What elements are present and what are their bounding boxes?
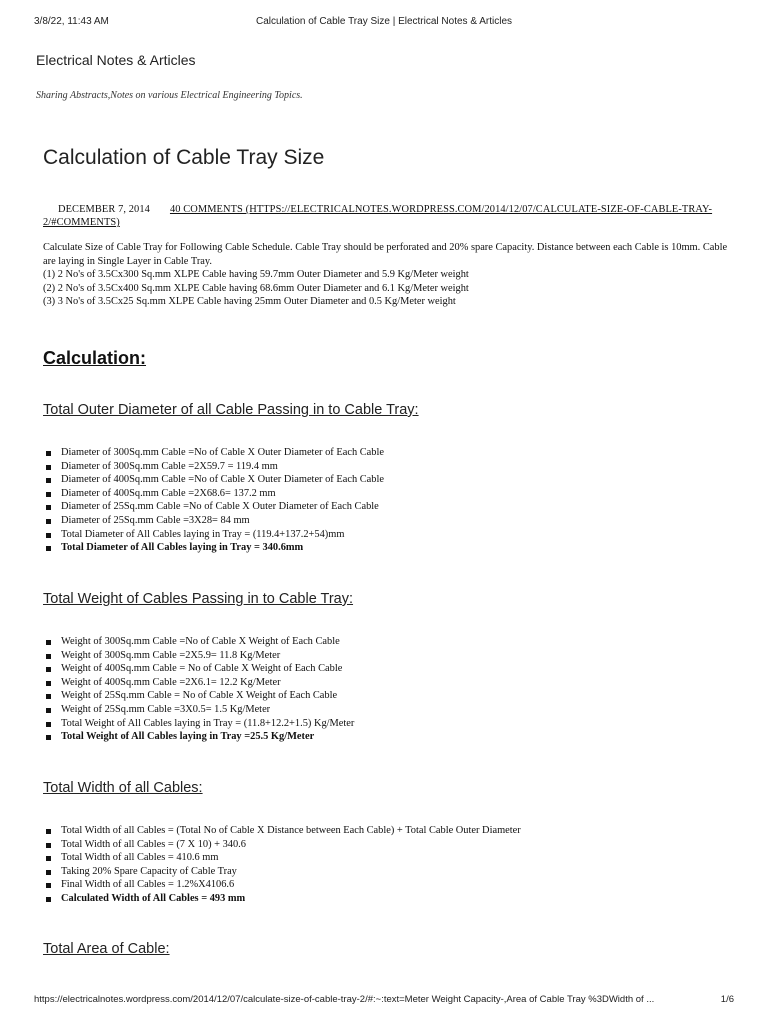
list-item-result: Total Weight of All Cables laying in Tray =25.5 Kg/Meter: [44, 730, 724, 744]
list-item: Total Width of all Cables = (Total No of Cable X Distance between Each Cable) + Total Cable Outer Diameter: [44, 824, 724, 838]
list-item: Weight of 400Sq.mm Cable =2X6.1= 12.2 Kg/Meter: [44, 676, 724, 690]
site-tagline: Sharing Abstracts,Notes on various Electrical Engineering Topics.: [36, 90, 303, 101]
calculation-heading: Calculation:: [43, 348, 147, 368]
list-item: Final Width of all Cables = 1.2%X4106.6: [44, 878, 724, 892]
list-item: Weight of 300Sq.mm Cable =No of Cable X Weight of Each Cable: [44, 635, 724, 649]
list-item: Total Width of all Cables = 410.6 mm: [44, 851, 724, 865]
list-item: Diameter of 25Sq.mm Cable =3X28= 84 mm: [44, 514, 724, 528]
weight-list: [44, 635, 724, 744]
comments-link[interactable]: 40 COMMENTS (HTTPS://ELECTRICALNOTES.WORDPRESS.COM/2014/12/07/CALCULATE-SIZE-OF-CABLE-TRAY-2/#COMMENTS): [43, 204, 713, 228]
intro-cable-item: (3) 3 No's of 3.5Cx25 Sq.mm XLPE Cable having 25mm Outer Diameter and 0.5 Kg/Meter weight: [43, 296, 456, 308]
list-item: Weight of 25Sq.mm Cable =3X0.5= 1.5 Kg/Meter: [44, 703, 724, 717]
list-item-result: Total Diameter of All Cables laying in Tray = 340.6mm: [44, 541, 724, 555]
list-item: Diameter of 400Sq.mm Cable =2X68.6= 137.2 mm: [44, 487, 724, 501]
section-heading-outer-diameter: Total Outer Diameter of all Cable Passing in to Cable Tray:: [43, 402, 419, 418]
outer-diameter-list: [44, 446, 724, 555]
list-item: Total Weight of All Cables laying in Tray = (11.8+12.2+1.5) Kg/Meter: [44, 717, 724, 731]
list-item: Total Diameter of All Cables laying in Tray = (119.4+137.2+54)mm: [44, 528, 724, 542]
site-title[interactable]: Electrical Notes & Articles: [36, 52, 196, 68]
list-item: Total Width of all Cables = (7 X 10) + 340.6: [44, 838, 724, 852]
print-url: https://electricalnotes.wordpress.com/2014/12/07/calculate-size-of-cable-tray-2/#:~:text=Meter Weight Capacity-,Area of Cable Tray %3DWidth of ...: [34, 994, 655, 1005]
list-item: Weight of 300Sq.mm Cable =2X5.9= 11.8 Kg/Meter: [44, 649, 724, 663]
intro-paragraph: Calculate Size of Cable Tray for Following Cable Schedule. Cable Tray should be perforated and 20% spare Capacity. Distance between each Cable is 10mm. Cable are laying in Single Layer in Cable Tray.: [43, 242, 728, 267]
intro-cable-item: (1) 2 No's of 3.5Cx300 Sq.mm XLPE Cable having 59.7mm Outer Diameter and 5.9 Kg/Meter weight: [43, 269, 469, 281]
list-item: Weight of 25Sq.mm Cable = No of Cable X Weight of Each Cable: [44, 689, 724, 703]
list-item: Diameter of 400Sq.mm Cable =No of Cable X Outer Diameter of Each Cable: [44, 473, 724, 487]
intro-cable-item: (2) 2 No's of 3.5Cx400 Sq.mm XLPE Cable having 68.6mm Outer Diameter and 6.1 Kg/Meter weight: [43, 282, 469, 294]
post-date: DECEMBER 7, 2014: [58, 204, 150, 215]
list-item: Diameter of 300Sq.mm Cable =No of Cable X Outer Diameter of Each Cable: [44, 446, 724, 460]
post-intro: [43, 241, 733, 309]
list-item: Weight of 400Sq.mm Cable = No of Cable X Weight of Each Cable: [44, 662, 724, 676]
print-datetime: 3/8/22, 11:43 AM: [34, 16, 109, 27]
list-item: Diameter of 25Sq.mm Cable =No of Cable X Outer Diameter of Each Cable: [44, 500, 724, 514]
list-item-result: Calculated Width of All Cables = 493 mm: [44, 892, 724, 906]
print-header: [34, 16, 734, 30]
section-heading-area: Total Area of Cable:: [43, 941, 170, 957]
post-title: Calculation of Cable Tray Size: [43, 146, 325, 169]
section-heading-weight: Total Weight of Cables Passing in to Cable Tray:: [43, 591, 354, 607]
width-list: [44, 824, 724, 906]
post-meta: [43, 203, 733, 229]
list-item: Taking 20% Spare Capacity of Cable Tray: [44, 865, 724, 879]
list-item: Diameter of 300Sq.mm Cable =2X59.7 = 119.4 mm: [44, 460, 724, 474]
print-footer: [34, 994, 734, 1008]
page-number: 1/6: [720, 994, 734, 1005]
print-document-title: Calculation of Cable Tray Size | Electrical Notes & Articles: [255, 16, 513, 27]
section-heading-width: Total Width of all Cables:: [43, 780, 203, 796]
